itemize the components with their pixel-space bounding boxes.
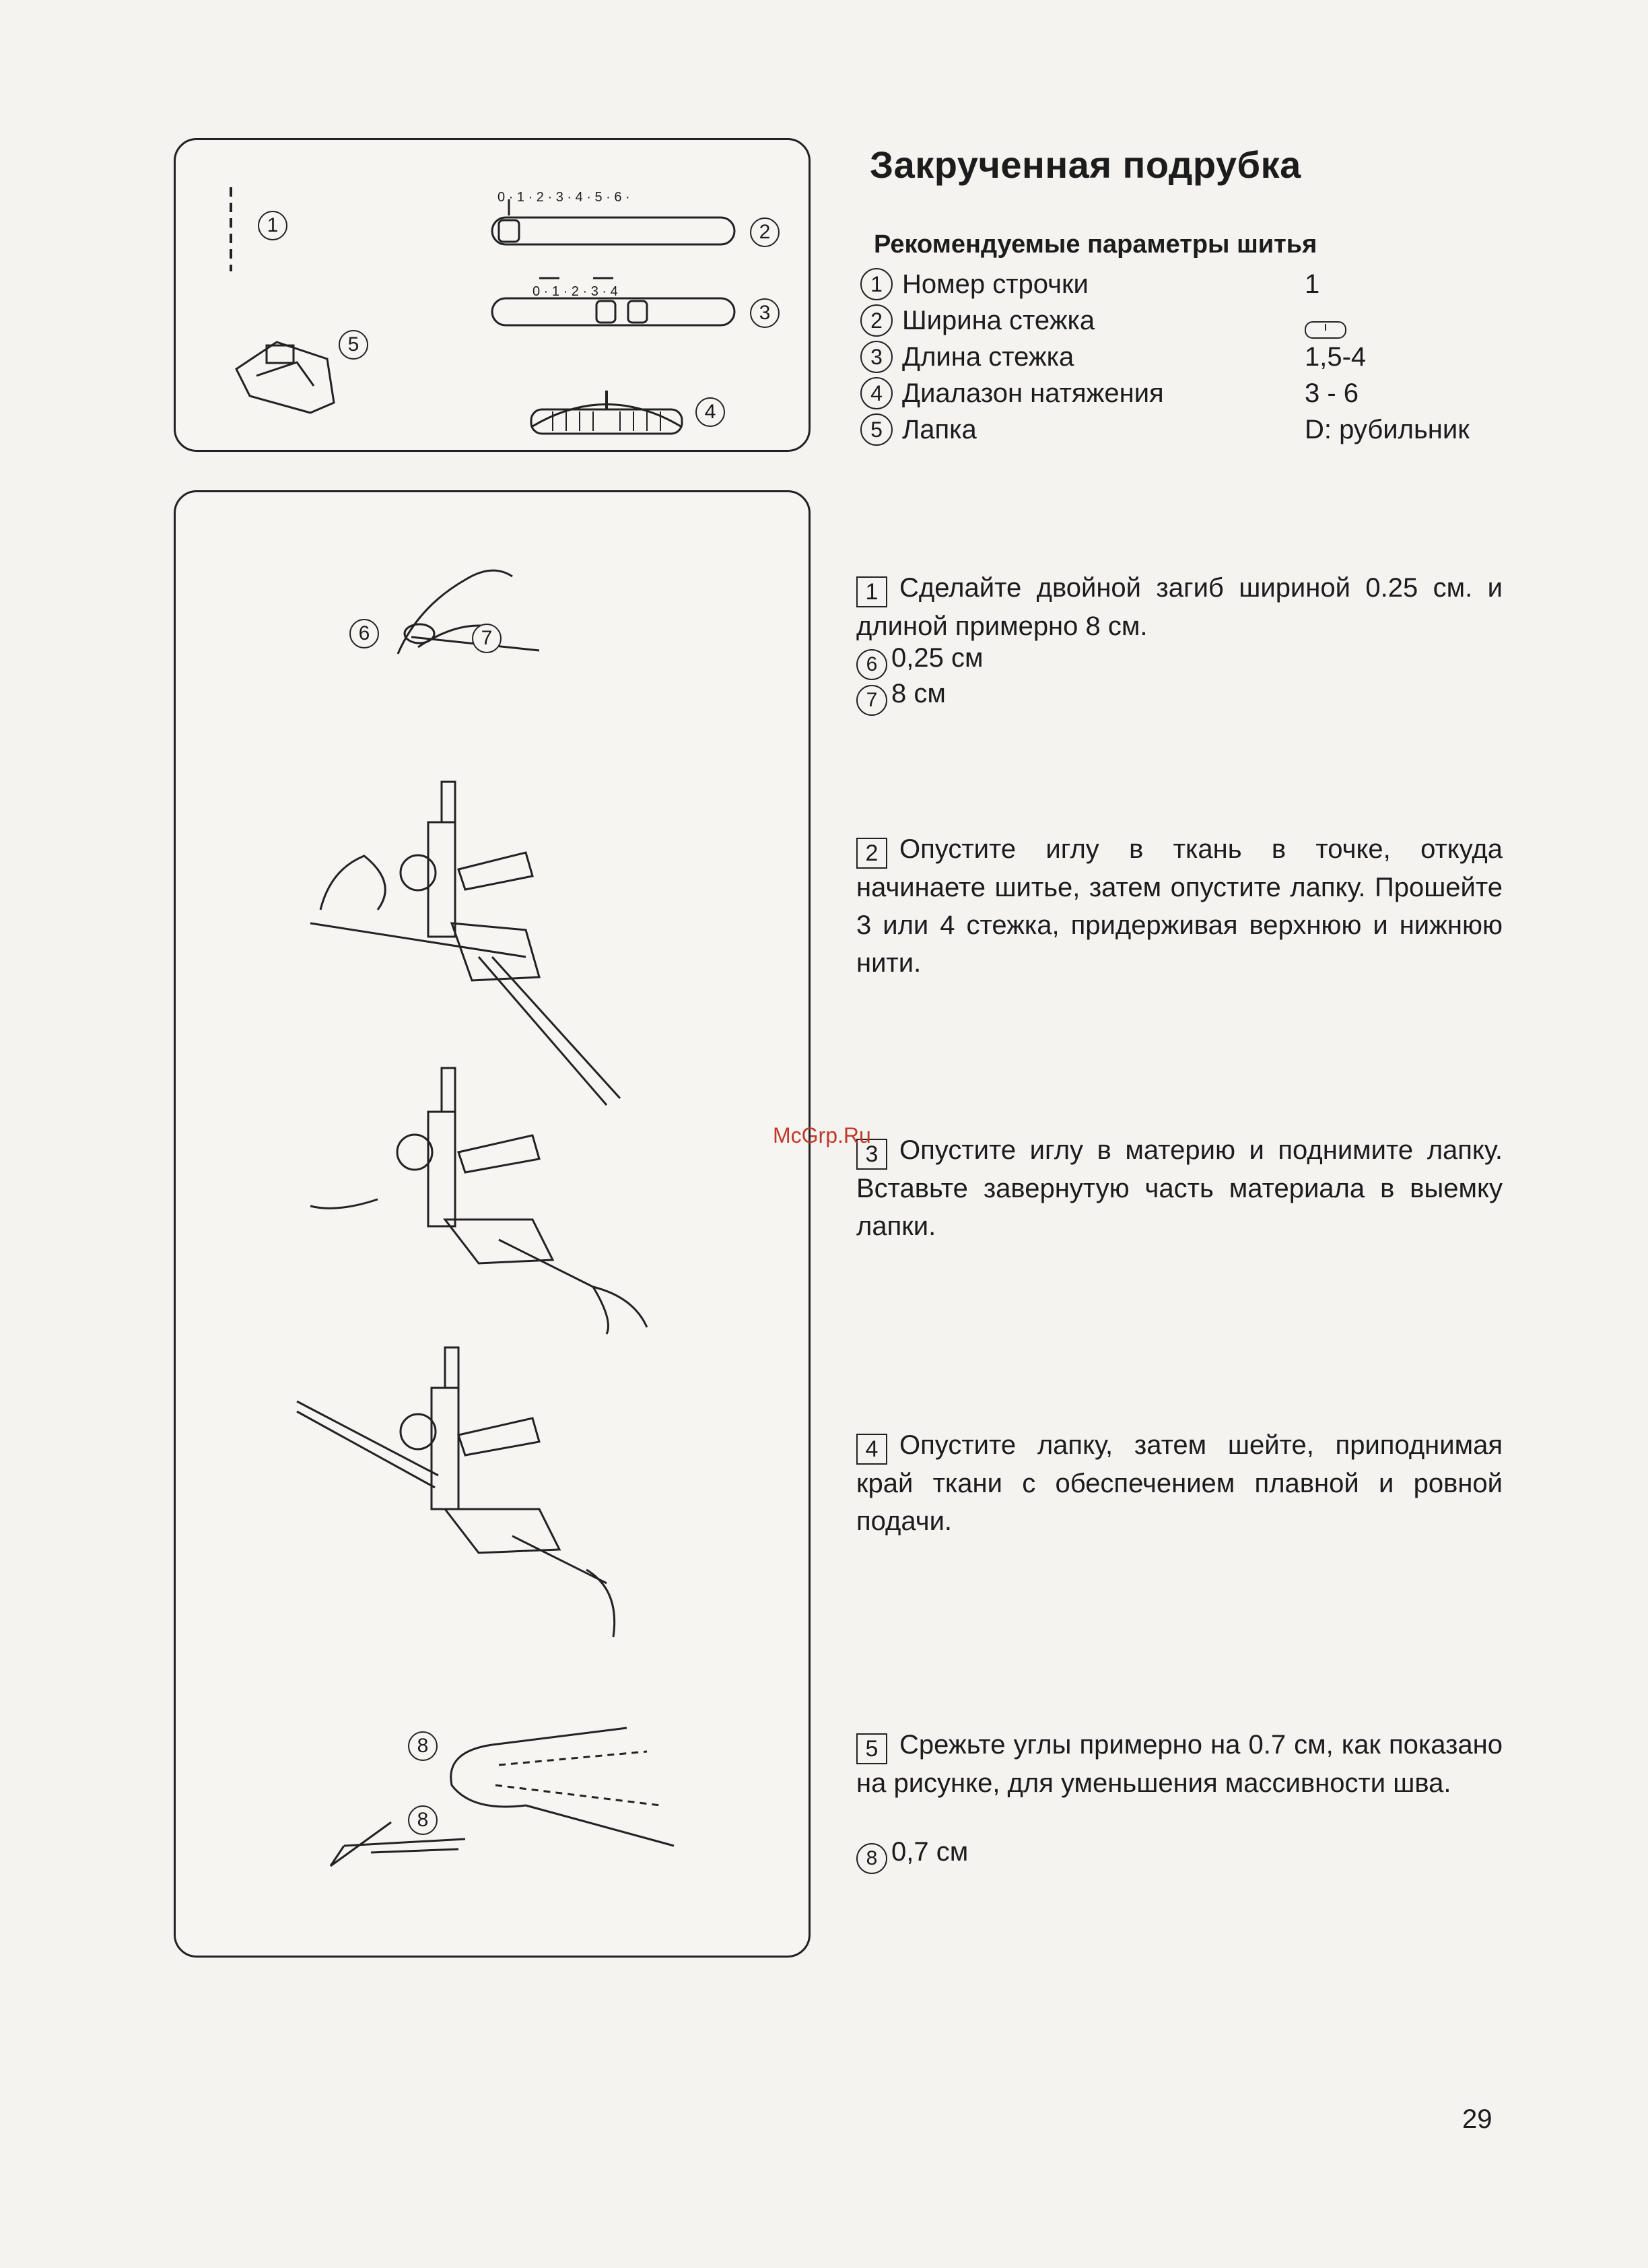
steps-illustration-panel [174, 490, 811, 1958]
param-label: Длина стежка [902, 342, 1074, 372]
sub-number: 8 [856, 1843, 887, 1874]
parameter-row [860, 341, 1500, 377]
step-number: 3 [856, 1139, 887, 1170]
parameter-row [860, 268, 1500, 304]
step-number: 5 [856, 1733, 887, 1764]
step-1-sub [856, 679, 946, 716]
step-3 [856, 1131, 1503, 1245]
watermark: McGrp.Ru [773, 1123, 871, 1147]
step-2 [856, 830, 1503, 982]
step-1 [856, 569, 1503, 645]
callout-4: 4 [695, 397, 725, 427]
callout-8b: 8 [408, 1805, 438, 1835]
step-5 [856, 1726, 1503, 1802]
param-label: Диалазон натяжения [902, 378, 1164, 408]
step-text: Сделайте двойной загиб шириной 0.25 см. и длиной примерно 8 см. [856, 573, 1503, 641]
param-value: 1 [1305, 269, 1320, 299]
parameter-row [860, 413, 1500, 450]
param-number: 1 [860, 268, 893, 300]
step-5-sub [856, 1837, 968, 1874]
param-number: 2 [860, 304, 893, 337]
param-label: Номер строчки [902, 269, 1089, 299]
callout-3: 3 [750, 298, 780, 328]
step-number: 4 [856, 1434, 887, 1465]
step-number: 2 [856, 838, 887, 869]
sub-text: 8 см [891, 679, 946, 708]
step-number: 1 [856, 576, 887, 607]
length-scale-label: 0 · 1 · 2 · 3 · 4 [533, 284, 618, 299]
steps-illustration [176, 492, 809, 1956]
step-text: Опустите лапку, затем шейте, приподнимая край ткани с обеспечением плавной и ровной подачи. [856, 1430, 1503, 1536]
section-subtitle: Рекомендуемые параметры шитья [874, 230, 1317, 259]
param-value: 1,5-4 [1305, 342, 1367, 372]
straight-stitch-pill-icon [1305, 321, 1346, 339]
step-text: Срежьте углы примерно на 0.7 см, как показано на рисунке, для уменьшения массивности шва. [856, 1730, 1503, 1798]
step-4 [856, 1426, 1503, 1540]
sub-number: 7 [856, 685, 887, 716]
width-scale-label: 0 · 1 · 2 · 3 · 4 · 5 · 6 · [497, 190, 630, 205]
callout-7: 7 [472, 624, 502, 653]
param-value [1305, 314, 1346, 344]
settings-illustration-panel [174, 138, 811, 452]
step-1-sub [856, 643, 983, 680]
param-number: 5 [860, 413, 893, 446]
param-number: 3 [860, 341, 893, 373]
step-text: Опустите иглу в материю и поднимите лапку. Вставьте завернутую часть материала в выемку лапки. [856, 1135, 1503, 1241]
callout-1: 1 [258, 211, 287, 240]
callout-6: 6 [349, 619, 379, 648]
callout-5: 5 [339, 330, 368, 360]
param-number: 4 [860, 377, 893, 409]
sub-text: 0,25 см [891, 643, 984, 673]
page-number: 29 [1462, 2104, 1492, 2134]
parameter-row [860, 304, 1500, 341]
param-value: D: рубильник [1305, 415, 1470, 444]
sub-number: 6 [856, 649, 887, 680]
page-title: Закрученная подрубка [870, 143, 1301, 186]
step-text: Опустите иглу в ткань в точке, откуда начинаете шитье, затем опустите лапку. Прошейте 3 или 4 стежка, придерживая верхнюю и нижнюю нити. [856, 834, 1503, 978]
param-label: Лапка [902, 415, 977, 444]
param-label: Ширина стежка [902, 306, 1095, 335]
callout-8a: 8 [408, 1731, 438, 1761]
param-value: 3 - 6 [1305, 378, 1359, 408]
sub-text: 0,7 см [891, 1837, 969, 1867]
callout-2: 2 [750, 218, 780, 247]
parameter-row [860, 377, 1500, 413]
